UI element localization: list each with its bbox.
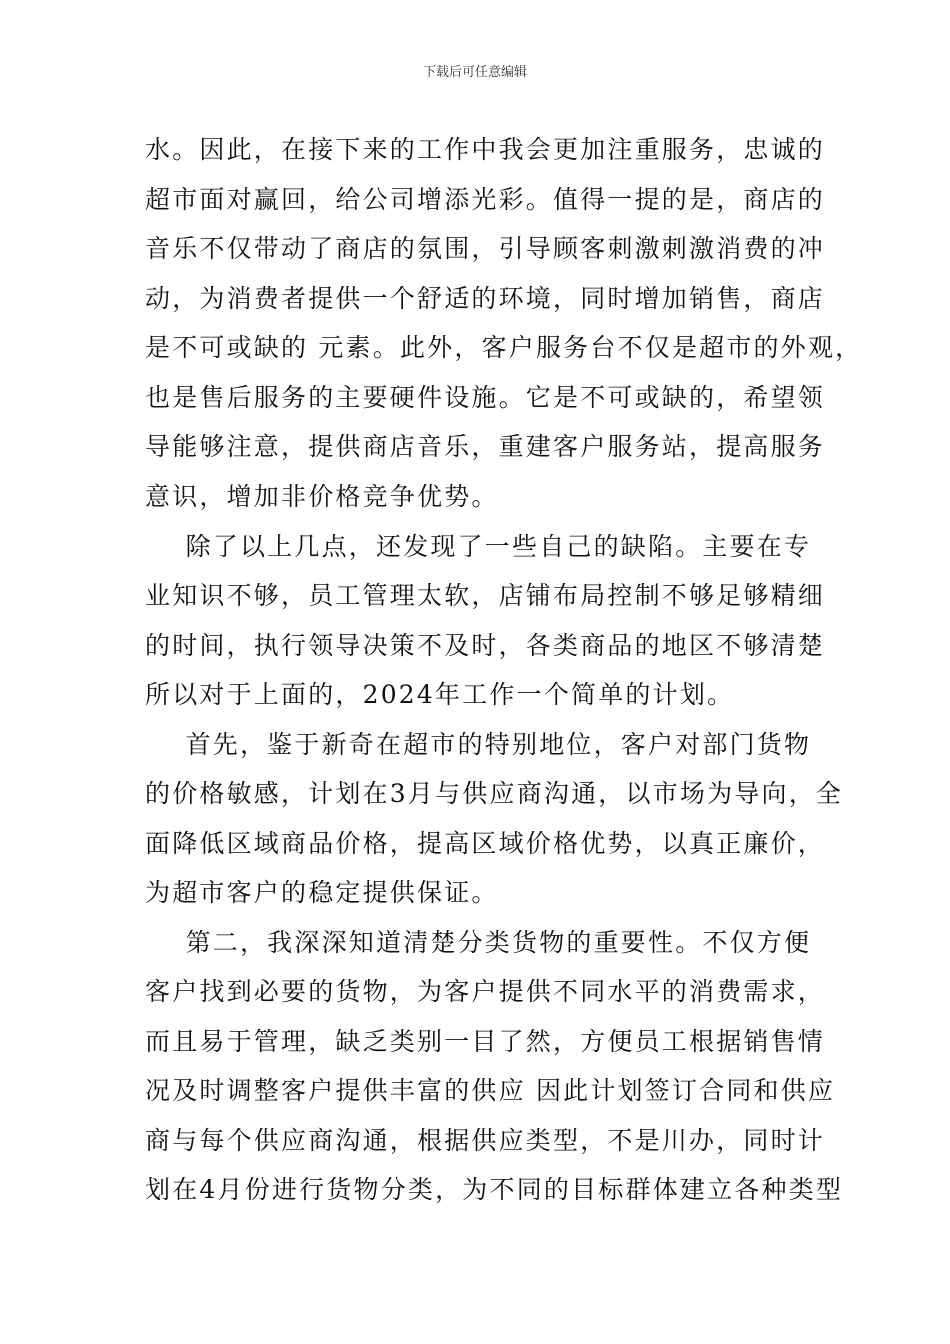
text-line: 超市面对赢回，给公司增添光彩。值得一提的是，商店的	[145, 185, 826, 214]
text-line: 的价格敏感，计划在3月与供应商沟通，以市场为导向，全	[145, 779, 844, 808]
text-line: 为超市客户的稳定提供保证。	[145, 878, 499, 907]
text-line: 导能够注意，提供商店音乐，重建客户服务站，提高服务	[145, 432, 826, 461]
text-line: 商与每个供应商沟通，根据供应类型，不是川办，同时计	[145, 1126, 826, 1155]
text-line: 音乐不仅带动了商店的氛围，引导顾客刺激刺激消费的冲	[145, 234, 826, 263]
text-line: 首先，鉴于新奇在超市的特别地位，客户对部门货物	[145, 730, 812, 759]
text-line: 第二，我深深知道清楚分类货物的重要性。不仅方便	[145, 928, 812, 957]
text-line: 面降低区域商品价格，提高区域价格优势，以真正廉价，	[145, 829, 826, 858]
page-header: 下载后可任意编辑	[422, 65, 527, 80]
text-line: 而且易于管理，缺乏类别一目了然，方便员工根据销售情	[145, 1027, 826, 1056]
text-line: 所以对于上面的，2024年工作一个简单的计划。	[145, 680, 735, 709]
text-line: 是不可或缺的 元素。此外，客户服务台不仅是超市的外观，	[145, 333, 863, 362]
text-line: 划在4月份进行货物分类，为不同的目标群体建立各种类型	[145, 1175, 844, 1204]
text-line: 除了以上几点，还发现了一些自己的缺陷。主要在专	[145, 532, 812, 561]
text-line: 况及时调整客户提供丰富的供应 因此计划签订合同和供应	[145, 1076, 836, 1105]
text-line: 意识，增加非价格竞争优势。	[145, 482, 499, 511]
text-line: 业知识不够，员工管理太软，店铺布局控制不够足够精细	[145, 581, 826, 610]
text-line: 客户找到必要的货物，为客户提供不同水平的消费需求，	[145, 977, 826, 1006]
text-line: 动，为消费者提供一个舒适的环境，同时增加销售，商店	[145, 284, 826, 313]
text-line: 的时间，执行领导决策不及时，各类商品的地区不够清楚	[145, 631, 826, 660]
text-line: 水。因此，在接下来的工作中我会更加注重服务，忠诚的	[145, 135, 826, 164]
text-line: 也是售后服务的主要硬件设施。它是不可或缺的，希望领	[145, 383, 826, 412]
